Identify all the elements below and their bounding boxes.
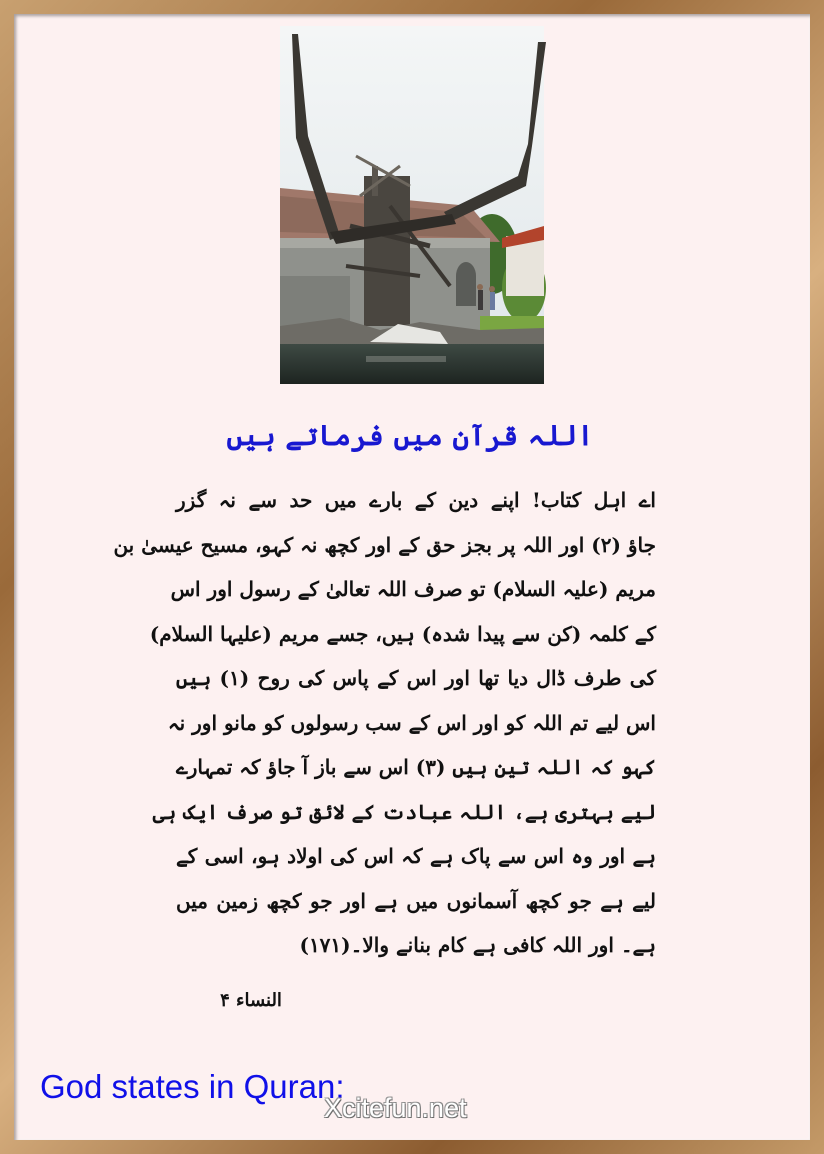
surah-reference: النساء ۴ bbox=[220, 990, 282, 1011]
verse-line: مریم (علیہ السلام) تو صرف اللہ تعالیٰ کے رسول اور اس bbox=[170, 577, 656, 601]
sculpture-photo-drawing bbox=[280, 26, 544, 384]
verse-line: لیے ہے جو کچھ آسمانوں میں ہے اور جو کچھ زمین میں bbox=[176, 888, 656, 913]
verse-text bbox=[113, 478, 656, 1018]
verse-line: اس لیے تم اللہ کو اور اس کے سب رسولوں کو مانو اور نہ bbox=[167, 710, 656, 735]
sculpture-photo bbox=[280, 26, 544, 384]
urdu-heading: اللہ قرآن میں فرماتے ہیں bbox=[226, 419, 594, 452]
verse-line: کہو کہ اللہ تین ہیں (۳) اس سے باز آ جاؤ کہ تمہارے bbox=[175, 755, 656, 779]
verse-line: ہے۔ اور اللہ کافی ہے کام بنانے والا۔(۱۷۱) bbox=[299, 933, 656, 957]
verse-line: اے اہل کتاب! اپنے دین کے بارے میں حد سے نہ گزر bbox=[176, 488, 656, 512]
verse-line: لیے بہتری ہے، اللہ عبادت کے لائق تو صرف ایک ہی bbox=[152, 799, 656, 824]
verse-line: کے کلمہ (کن سے پیدا شدہ) ہیں، جسے مریم (علیہا السلام) bbox=[149, 621, 656, 646]
site-watermark: Xcitefun.net bbox=[324, 1093, 467, 1123]
english-caption: God states in Quran: bbox=[40, 1068, 345, 1105]
verse-line: جاؤ (۲) اور اللہ پر بجز حق کے اور کچھ نہ کہو، مسیح عیسیٰ بن bbox=[113, 532, 656, 557]
verse-line: کی طرف ڈال دیا تھا اور اس کے پاس کی روح (۱) ہیں bbox=[176, 666, 656, 690]
verse-line: ہے اور وہ اس سے پاک ہے کہ اس کی اولاد ہو، اسی کے bbox=[176, 844, 656, 868]
